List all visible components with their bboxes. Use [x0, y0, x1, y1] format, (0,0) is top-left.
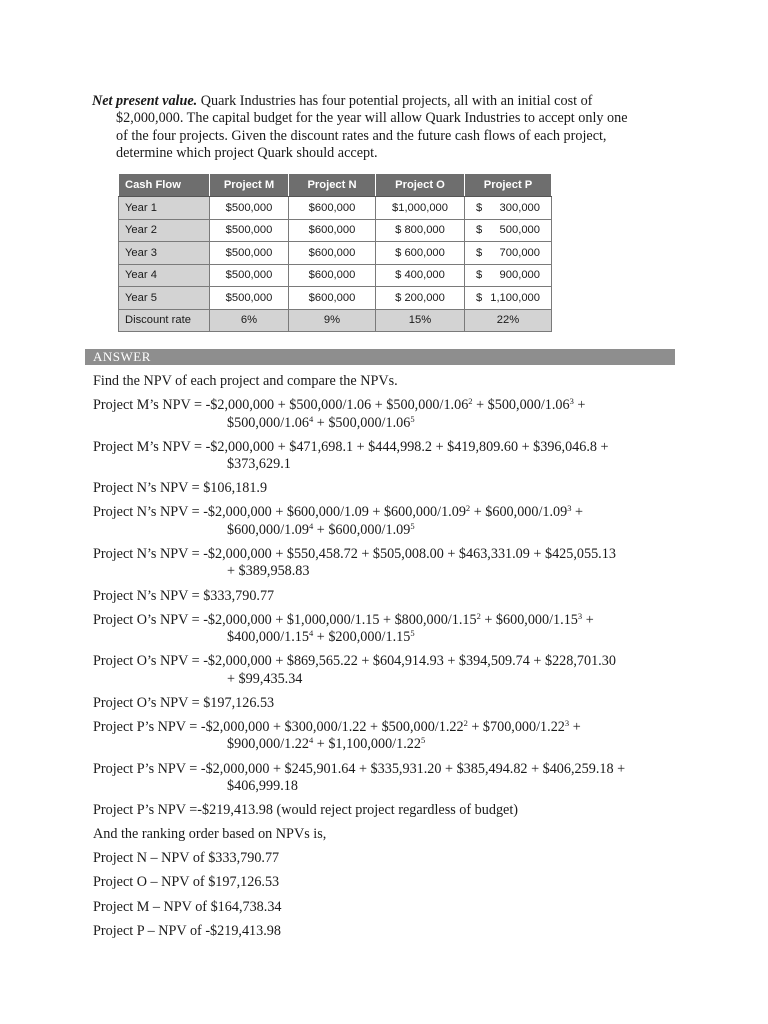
npv-o-formula: Project O’s NPV = -$2,000,000 + $1,000,000/1.15 + $\$800,000/1.15^2$ + $\$600,000/1.15^3$ + $\$400,000/1.15^4$ + $\$200,000/1.15^5$ — [93, 610, 594, 646]
cell-o: $ 600,000 — [376, 242, 465, 265]
header-project-n: Project N — [289, 174, 376, 197]
discount-rate-row — [119, 309, 552, 332]
problem-line-1: Net present value. Quark Industries has four potential projects, all with an initial cost of — [92, 93, 593, 109]
row-label: Year 1 — [119, 197, 210, 220]
answer-body — [93, 373, 693, 947]
npv-o-terms: Project O’s NPV = -$2,000,000 + $869,565.22 + $604,914.93 + $394,509.74 + $228,701.30 + $99,435.34 — [93, 653, 616, 687]
npv-m-formula: Project M’s NPV = -$2,000,000 + $500,000/1.06 + $\$500,000/1.06^2$ + $\$500,000/1.06^3$ + $\$500,000/1.06^4$ + $\$500,000/1.06^5$ — [93, 396, 586, 431]
table-row — [119, 287, 552, 310]
answer-header: ANSWER — [85, 349, 675, 365]
cell-p: $ 500,000 — [465, 219, 552, 242]
row-label: Discount rate — [119, 309, 210, 332]
npv-m-terms: Project M’s NPV = -$2,000,000 + $471,698.1 + $444,998.2 + $419,809.60 + $396,046.8 + $373,629.1 — [93, 438, 609, 473]
problem-line-4: determine which project Quark should accept. — [116, 144, 378, 161]
npv-n-result: Project N’s NPV = $333,790.77 — [93, 587, 275, 604]
rate-p: 22% — [465, 309, 552, 332]
row-label: Year 4 — [119, 264, 210, 287]
answer-intro: Find the NPV of each project and compare the NPVs. — [93, 373, 398, 389]
table-header-row — [119, 174, 552, 197]
npv-n-terms: Project N’s NPV = -$2,000,000 + $550,458.72 + $505,008.00 + $463,331.09 + $425,055.13 + $389,958.83 — [93, 545, 616, 580]
npv-p-formula: Project P’s NPV = -$2,000,000 + $300,000/1.22 + $\$500,000/1.22^2$ + $\$700,000/1.22^3$ + $\$900,000/1.22^4$ + $\$1,100,000/1.22^5$ — [93, 717, 581, 753]
cell-n: $600,000 — [289, 197, 376, 220]
cell-o: $ 800,000 — [376, 219, 465, 242]
rate-m: 6% — [210, 309, 289, 332]
cell-o: $1,000,000 — [376, 197, 465, 220]
problem-line-2: $2,000,000. The capital budget for the year will allow Quark Industries to accept only one — [116, 110, 628, 127]
cell-n: $600,000 — [289, 242, 376, 265]
cell-n: $600,000 — [289, 264, 376, 287]
cell-p: $ 1,100,000 — [465, 287, 552, 310]
cell-m: $500,000 — [210, 219, 289, 242]
cell-m: $500,000 — [210, 264, 289, 287]
table-row — [119, 197, 552, 220]
cell-m: $500,000 — [210, 287, 289, 310]
table-row — [119, 264, 552, 287]
npv-p-result: Project P’s NPV =-$219,413.98 (would reject project regardless of budget) — [93, 802, 519, 819]
table-row — [119, 219, 552, 242]
cell-n: $600,000 — [289, 219, 376, 242]
row-label: Year 2 — [119, 219, 210, 242]
cell-o: $ 400,000 — [376, 264, 465, 287]
table-row — [119, 242, 552, 265]
header-project-p: Project P — [465, 174, 552, 197]
rate-n: 9% — [289, 309, 376, 332]
problem-title: Net present value. — [92, 93, 198, 109]
problem-line-3: of the four projects. Given the discount rates and the future cash flows of each project, — [116, 127, 607, 144]
header-project-o: Project O — [376, 174, 465, 197]
npv-n-formula: Project N’s NPV = -$2,000,000 + $600,000/1.09 + $\$600,000/1.09^2$ + $\$600,000/1.09^3$ + $\$600,000/1.09^4$ + $\$600,000/1.09^5$ — [93, 503, 584, 538]
cell-p: $ 300,000 — [465, 197, 552, 220]
header-project-m: Project M — [210, 174, 289, 197]
cell-p: $ 700,000 — [465, 242, 552, 265]
cell-m: $500,000 — [210, 242, 289, 265]
cash-flow-table — [118, 173, 552, 332]
npv-o-result: Project O’s NPV = $197,126.53 — [93, 694, 275, 711]
header-cash-flow: Cash Flow — [119, 174, 210, 197]
cell-m: $500,000 — [210, 197, 289, 220]
cell-o: $ 200,000 — [376, 287, 465, 310]
ranking-item: Project M – NPV of $164,738.34 — [93, 898, 282, 915]
rate-o: 15% — [376, 309, 465, 332]
ranking-item: Project O – NPV of $197,126.53 — [93, 874, 280, 891]
ranking-intro: And the ranking order based on NPVs is, — [93, 826, 327, 843]
ranking-item: Project P – NPV of -$219,413.98 — [93, 922, 281, 939]
npv-p-terms: Project P’s NPV = -$2,000,000 + $245,901.64 + $335,931.20 + $385,494.82 + $406,259.18 + $406,999.18 — [93, 760, 626, 795]
cell-n: $600,000 — [289, 287, 376, 310]
npv-n-result-wrong: Project N’s NPV = $106,181.9 — [93, 480, 268, 497]
row-label: Year 5 — [119, 287, 210, 310]
cell-p: $ 900,000 — [465, 264, 552, 287]
row-label: Year 3 — [119, 242, 210, 265]
problem-statement — [92, 93, 682, 162]
ranking-item: Project N – NPV of $333,790.77 — [93, 850, 280, 867]
